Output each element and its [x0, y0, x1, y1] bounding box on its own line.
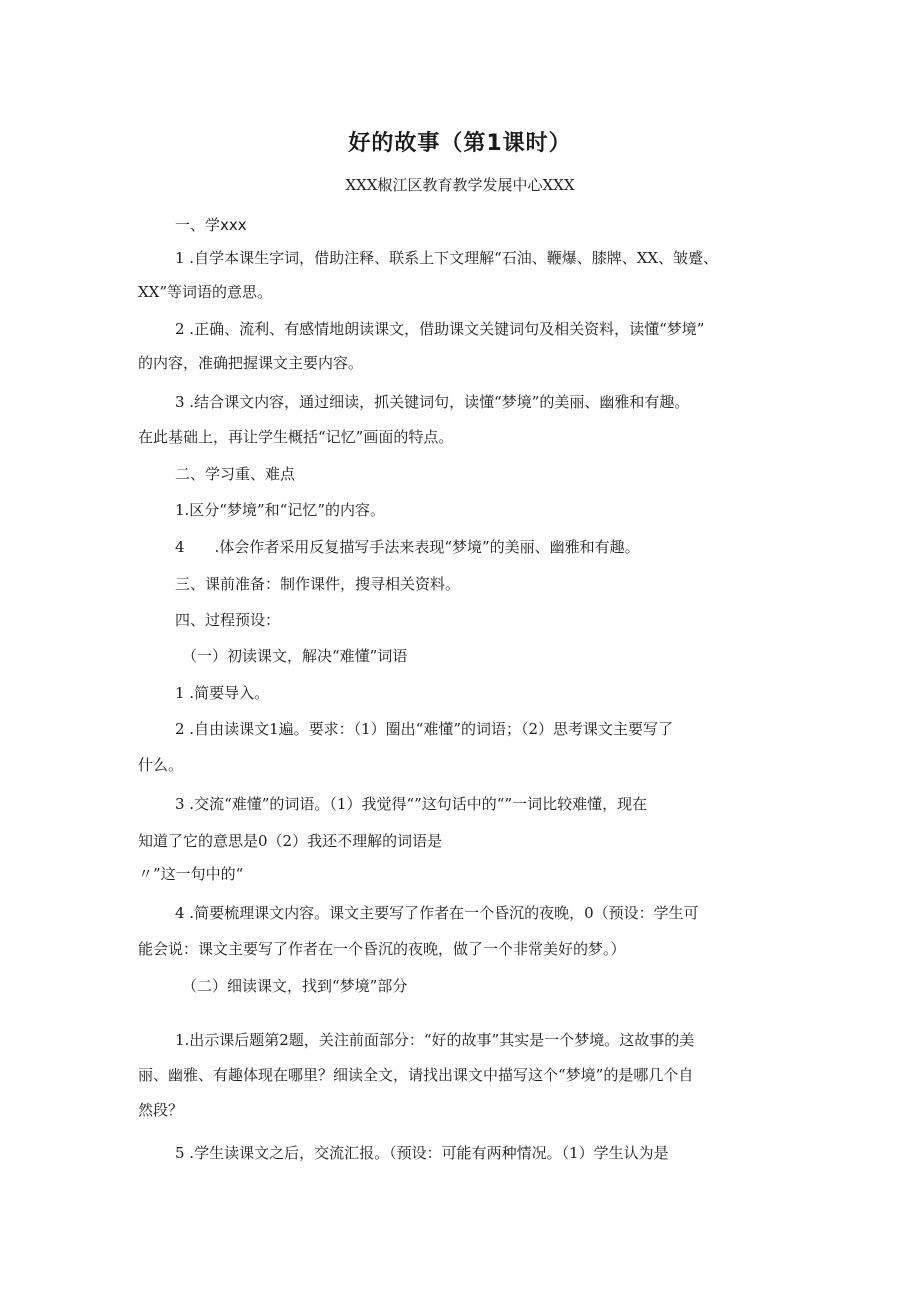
- paragraph-line: 2 .正确、流利、有感情地朗读课文，借助课文关键词句及相关资料，读懂“梦境”: [175, 320, 705, 338]
- paragraph-line: 5 .学生读课文之后，交流汇报。（预设：可能有两种情况。（1）学生认为是: [175, 1144, 669, 1162]
- paragraph-line: 的内容，准确把握课文主要内容。: [138, 354, 364, 372]
- paragraph-line: 4 .体会作者采用反复描写手法来表现“梦境”的美丽、幽雅和有趣。: [175, 538, 640, 556]
- paragraph-line: 1 .简要导入。: [175, 684, 270, 702]
- subsection-heading-close-reading: （二）细读课文，找到“梦境”部分: [182, 977, 408, 995]
- author-line: XXX椒江区教育教学发展中心XXX: [345, 176, 575, 194]
- paragraph-line: 在此基础上，再让学生概括“记忆”画面的特点。: [138, 428, 454, 446]
- paragraph-line: 丽、幽雅、有趣体现在哪里？细读全文，请找出课文中描写这个“梦境”的是哪几个自: [138, 1066, 694, 1084]
- paragraph-line: 然段？: [138, 1101, 184, 1119]
- subsection-heading-first-reading: （一）初读课文，解决“难懂”词语: [182, 647, 408, 665]
- paragraph-line: 〃”这一句中的“: [138, 865, 244, 883]
- paragraph-line: 3 .交流“难懂”的词语。（1）我觉得“”这句话中的“”一词比较难懂，现在: [175, 795, 648, 813]
- paragraph-line: 知道了它的意思是0（2）我还不理解的词语是: [138, 832, 443, 850]
- paragraph-line: 1 .自学本课生字词，借助注释、联系上下文理解“石油、鞭爆、膝牌、XX、皱蹙、: [175, 249, 719, 267]
- section-heading-process: 四、过程预设：: [175, 611, 281, 629]
- section-heading-objectives: 一、学xxx: [175, 216, 247, 234]
- paragraph-line: 1.出示课后题第2题，关注前面部分：“好的故事”其实是一个梦境。这故事的美: [175, 1031, 695, 1049]
- paragraph-line: 1.区分“梦境”和“记忆”的内容。: [175, 501, 385, 519]
- section-heading-key-points: 二、学习重、难点: [175, 465, 296, 483]
- paragraph-line: 什么。: [138, 756, 184, 774]
- paragraph-line: 4 .简要梳理课文内容。课文主要写了作者在一个昏沉的夜晚，0（预设：学生可: [175, 904, 699, 922]
- paragraph-line: 能会说：课文主要写了作者在一个昏沉的夜晚，做了一个非常美好的梦。）: [138, 940, 626, 958]
- paragraph-line: XX”等词语的意思。: [138, 283, 273, 301]
- paragraph-line: 2 .自由读课文1遍。要求：（1）圈出“难懂”的词语；（2）思考课文主要写了: [175, 720, 674, 738]
- paragraph-line: 3 .结合课文内容，通过细读，抓关键词句，读懂“梦境”的美丽、幽雅和有趣。: [175, 393, 690, 411]
- section-heading-preparation: 三、课前准备：制作课件，搜寻相关资料。: [175, 575, 461, 593]
- page-title: 好的故事（第1课时）: [348, 131, 572, 156]
